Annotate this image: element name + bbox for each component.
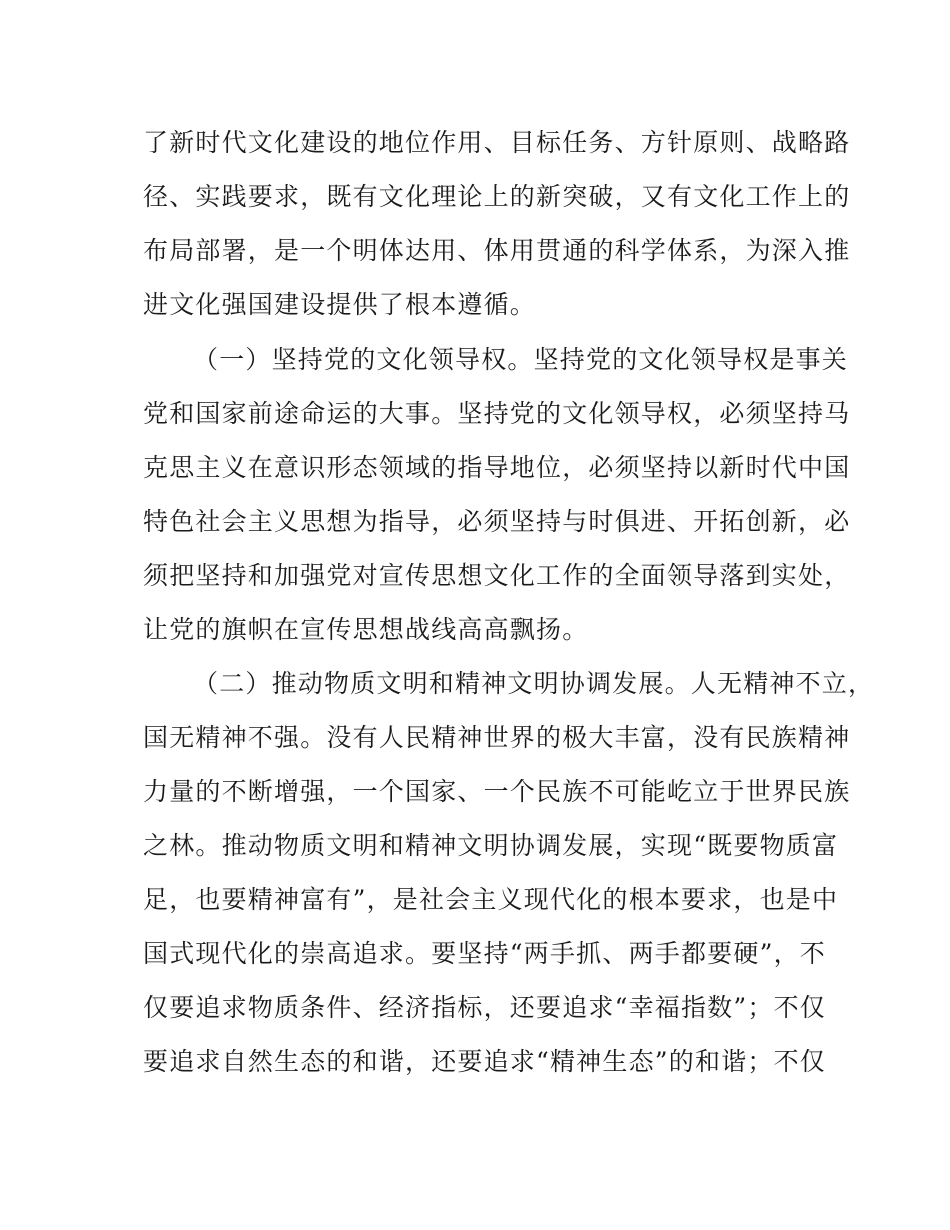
text-line: 要追求自然生态的和谐，还要追求“精神生态”的和谐；不仅	[143, 1047, 826, 1076]
text-line: 径、实践要求，既有文化理论上的新突破，又有文化工作上的	[143, 182, 851, 211]
text-line: 力量的不断增强，一个国家、一个民族不可能屹立于世界民族	[143, 777, 851, 806]
paragraph-first-line: （二）推动物质文明和精神文明协调发展。人无精神不立，	[193, 669, 875, 698]
text-line: 足，也要精神富有”，是社会主义现代化的根本要求，也是中	[143, 885, 839, 914]
text-line: 须把坚持和加强党对宣传思想文化工作的全面领导落到实处，	[143, 561, 851, 590]
text-line: 仅要追求物质条件、经济指标，还要追求“幸福指数”；不仅	[143, 993, 826, 1022]
text-line: 克思主义在意识形态领域的指导地位，必须坚持以新时代中国	[143, 453, 851, 482]
text-line: 让党的旗帜在宣传思想战线高高飘扬。	[143, 615, 589, 644]
paragraph-first-line: （一）坚持党的文化领导权。坚持党的文化领导权是事关	[193, 345, 849, 374]
text-line: 国无精神不强。没有人民精神世界的极大丰富，没有民族精神	[143, 723, 851, 752]
text-line: 党和国家前途命运的大事。坚持党的文化领导权，必须坚持马	[143, 399, 851, 428]
text-line: 进文化强国建设提供了根本遵循。	[143, 290, 537, 319]
text-line: 之林。推动物质文明和精神文明协调发展，实现“既要物质富	[143, 831, 839, 860]
text-line: 了新时代文化建设的地位作用、目标任务、方针原则、战略路	[143, 128, 851, 157]
text-line: 布局部署，是一个明体达用、体用贯通的科学体系，为深入推	[143, 236, 851, 265]
text-line: 国式现代化的崇高追求。要坚持“两手抓、两手都要硬”，不	[143, 939, 826, 968]
text-line: 特色社会主义思想为指导，必须坚持与时俱进、开拓创新，必	[143, 507, 851, 536]
